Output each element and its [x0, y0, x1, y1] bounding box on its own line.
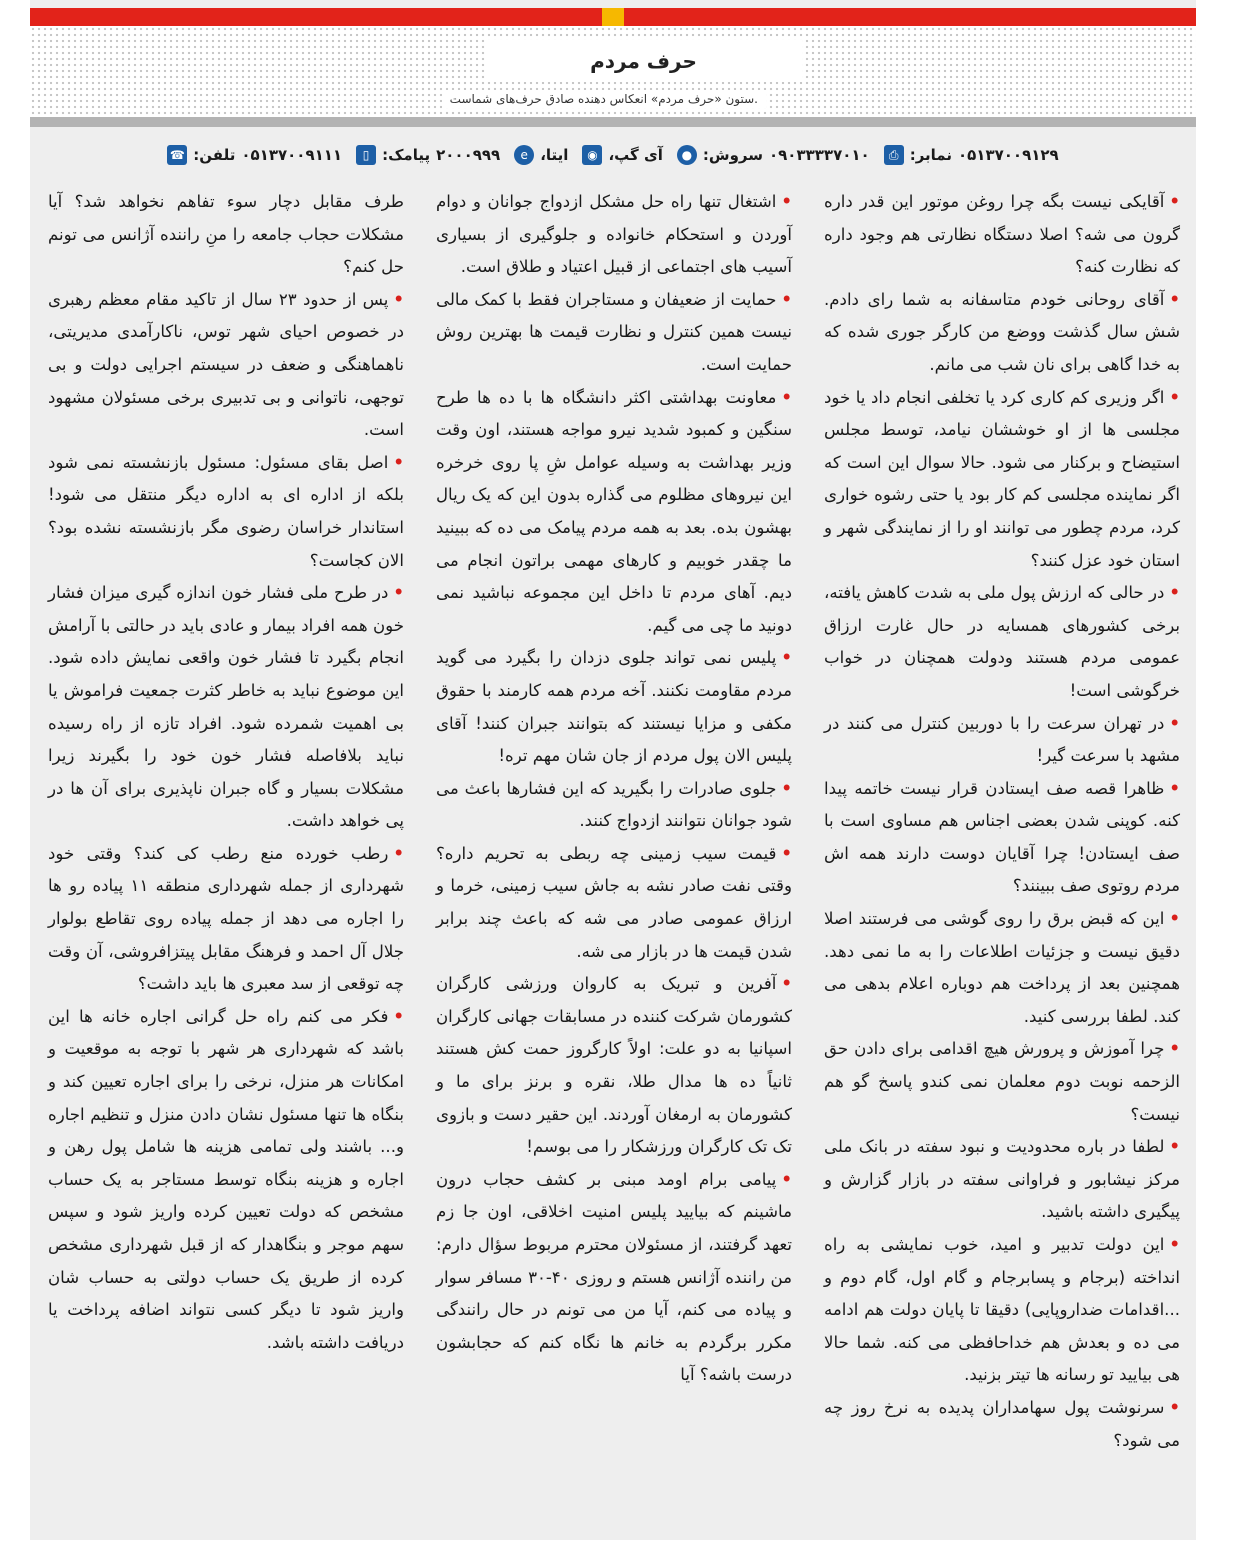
bullet-marker: •: [1169, 289, 1180, 309]
reader-message: [436, 838, 792, 968]
header-divider: [30, 117, 1196, 127]
reader-message-text: در حالی که ارزش پول ملی به شدت کاهش یافته، برخی کشورهای همسایه در حال غارت ارزاق عمومی مردم هستند ودولت همچنان در خواب خرگوشی است!: [824, 583, 1180, 700]
reader-message-text: اشتغال تنها راه حل مشکل ازدواج جوانان و دوام آوردن و استحکام خانواده و جلوگیری از بسیاری آسیب های اجتماعی از قبیل اعتیاد و طلاق است.: [436, 192, 792, 277]
reader-message-text: طرف مقابل دچار سوء تفاهم نخواهد شد؟ آیا مشکلات حجاب جامعه را منِ راننده آژانس می تونم حل کنم؟: [48, 192, 404, 277]
bullet-marker: •: [1169, 387, 1180, 407]
reader-message-text: آفرین و تبریک به کاروان ورزشی کارگران کشورمان شرکت کننده در مسابقات جهانی کارگران اسپانیا به دو علت: اولاً کارگروز حمت کش هستند ثانیاً ده ها مدال طلا، نقره و برنز برای ما و کشورمان به ارمغان آوردند. این حقیر دست و بازوی تک تک کارگران ورزشکار را می بوسم!: [436, 974, 792, 1157]
contact-fax: [884, 145, 1059, 165]
bullet-marker: •: [781, 843, 792, 863]
reader-message: [824, 1033, 1180, 1131]
reader-message-text: سرنوشت پول سهامداران پدیده به نرخ روز چه می شود؟: [824, 1397, 1180, 1450]
contact-bar: [30, 138, 1196, 172]
bullet-marker: •: [393, 1006, 404, 1026]
reader-message-text: پیامی برام اومد مبنی بر کشف حجاب درون ماشینم که بیایید پلیس امنیت اخلاقی، اون جا زم تعهد گرفتند، از مسئولان محترم مربوط سؤال دارم: من راننده آژانس هستم و روزی ۴۰-۳۰ مسافر سوار و پیاده می کنم، آیا من می تونم در حال رانندگی مکرر برگردم به خانم ها نگاه کنم که حجابشون درست باشه؟ آیا: [436, 1169, 792, 1385]
article-columns: [48, 186, 1180, 1526]
reader-message: [824, 773, 1180, 903]
reader-message: [436, 773, 792, 838]
bullet-marker: •: [393, 289, 405, 309]
bullet-marker: •: [1169, 1137, 1180, 1157]
reader-message: [436, 1164, 792, 1392]
column-middle: [436, 186, 792, 1526]
contact-fax-value: ۰۵۱۳۷۰۰۹۱۲۹: [958, 146, 1059, 164]
igap-icon: ◉: [582, 145, 602, 165]
reader-message: [48, 447, 404, 577]
reader-message-text: قیمت سیب زمینی چه ربطی به تحریم داره؟ وقتی نفت صادر نشه به جاش سیب زمینی، خرما و ارزاق عمومی صادر می شه که باعث چند برابر شدن قیمت ها در بازار می شه.: [436, 843, 792, 961]
reader-message: [48, 838, 404, 1001]
reader-message: [824, 577, 1180, 707]
bullet-marker: •: [781, 387, 792, 407]
eitaa-icon: e: [514, 145, 534, 165]
contact-fax-label: نمابر:: [909, 146, 952, 164]
reader-message-text: معاونت بهداشتی اکثر دانشگاه ها با ده ها طرح سنگین و کمبود شدید نیرو مواجه هستند، اون وقت وزیر بهداشت به وسیله عوامل شِ پا روی خرخره این نیروهای مظلوم می گذاره بدون این که یک ریال بهشون بده. بعد به همه مردم پیامک می ده که ببینید ما چقدر خوبیم و کارهای مهمی براتون انجام می دیم. آهای مردم تا داخل این مجموعه نباشید نمی دونید ما چی می گیم.: [436, 387, 792, 635]
reader-message-text: پس از حدود ۲۳ سال از تاکید مقام معظم رهبری در خصوص احیای شهر توس، ناکارآمدی مدیریتی، ناهماهنگی و ضعف در سیستم اجرایی دولت و بی توجهی، ناتوانی و بی تدبیری برخی مسئولان مشهود است.: [48, 289, 404, 440]
contact-phone-label: تلفن:: [193, 146, 236, 164]
reader-message: [824, 1131, 1180, 1229]
bullet-marker: •: [1169, 909, 1180, 929]
reader-message: [824, 708, 1180, 773]
column-left: [48, 186, 404, 1526]
reader-message: [48, 186, 404, 284]
reader-message: [436, 382, 792, 643]
column-header: [30, 26, 1196, 118]
bullet-marker: •: [1169, 1397, 1180, 1417]
reader-message: [48, 1001, 404, 1360]
page-subtitle: ستون «حرف مردم» انعکاس دهنده صادق حرف‌های شماست.: [442, 90, 766, 108]
reader-message: [48, 284, 404, 447]
reader-message-text: در تهران سرعت را با دوربین کنترل می کنند در مشهد با سرعت گیر!: [824, 713, 1180, 766]
reader-message: [436, 284, 792, 382]
bullet-marker: •: [781, 192, 792, 211]
page-title: حرف مردم: [485, 40, 802, 82]
bullet-marker: •: [781, 974, 792, 994]
mobile-icon: ▯: [356, 145, 376, 165]
bullet-marker: •: [393, 452, 404, 472]
bullet-marker: •: [1169, 1039, 1180, 1059]
reader-message-text: آقای روحانی خودم متاسفانه به شما رای دادم. شش سال گذشت ووضع من کارگر جوری شده که به خدا گاهی برای نان شب می مانم.: [824, 289, 1180, 374]
contact-soroush: [677, 145, 870, 165]
bullet-marker: •: [1169, 192, 1180, 211]
reader-message: [436, 642, 792, 772]
reader-message-text: اگر وزیری کم کاری کرد یا تخلفی انجام داد یا خود مجلسی ها از او خوششان نیامد، توسط مجلس استیضاح و برکنار می شود. حالا سوال این است که اگر نماینده مجلسی کم کار بود یا حتی رشوه خواری کرد، مردم چطور می توانند او را از نمایندگی شهر و استان خود عزل کنند؟: [824, 387, 1180, 570]
reader-message: [436, 968, 792, 1164]
contact-igap-label: آی گپ،: [608, 146, 663, 164]
reader-message-text: لطفا در باره محدودیت و نبود سفته در بانک ملی مرکز نیشابور و فراوانی سفته در بازار گزارش و پیگیری داشته باشید.: [824, 1137, 1180, 1222]
reader-message-text: حمایت از ضعیفان و مستاجران فقط با کمک مالی نیست همین کنترل و نظارت قیمت ها بهترین روش حمایت است.: [436, 289, 792, 374]
bullet-marker: •: [1169, 583, 1180, 603]
bullet-marker: •: [781, 1169, 792, 1189]
bullet-marker: •: [393, 583, 404, 603]
reader-message-text: چرا آموزش و پرورش هیچ اقدامی برای دادن حق الزحمه نوبت دوم معلمان نمی کندو پاسخ گو هم نیست؟: [824, 1039, 1180, 1124]
reader-message: [824, 186, 1180, 284]
contact-sms-value: ۲۰۰۰۹۹۹: [436, 146, 501, 164]
reader-message-text: ظاهرا قصه صف ایستادن قرار نیست خاتمه پیدا کنه. کوپنی شدن بعضی اجناس هم مساوی است با صف ایستادن! چرا آقایان دوست دارند همه اش مردم روتوی صف ببینند؟: [824, 778, 1180, 896]
contact-igap: [582, 145, 662, 165]
reader-message-text: در طرح ملی فشار خون اندازه گیری میزان فشار خون همه افراد بیمار و عادی باید در حالتی با آرامش انجام بگیرد تا فشار خون واقعی نمایش داده شود. این موضوع نباید به خاطر کثرت جمعیت فراموش یا بی اهمیت شمرده شود. افراد تازه از راه رسیده نباید بلافاصله فشار خون خود را بگیرند زیرا مشکلات بسیار و گاه جبران ناپذیری برای آن ها در پی خواهد داشت.: [48, 583, 404, 831]
contact-sms-label: پیامک:: [382, 146, 431, 164]
reader-message: [824, 382, 1180, 578]
contact-eitaa-label: ایتا،: [540, 146, 569, 164]
bullet-marker: •: [781, 778, 792, 798]
bullet-marker: •: [1169, 1235, 1180, 1254]
reader-message: [824, 284, 1180, 382]
reader-message-text: این که قبض برق را روی گوشی می فرستند اصلا دقیق نیست و جزئیات اطلاعات را به ما نمی دهد. همچنین بعد از پرداخت هم دوباره اعلام بدهی می کند. لطفا بررسی کنید.: [824, 909, 1180, 1026]
bullet-marker: •: [1169, 713, 1180, 733]
fax-icon: ⎙: [884, 145, 904, 165]
contact-sms: [356, 145, 500, 165]
reader-message-text: اصل بقای مسئول: مسئول بازنشسته نمی شود بلکه از اداره ای به اداره دیگر منتقل می شود! استاندار خراسان رضوی مگر بازنشسته نشده بود؟ الان کجاست؟: [48, 452, 404, 570]
bullet-marker: •: [393, 843, 404, 863]
reader-message-text: رطب خورده منع رطب کی کند؟ وقتی خود شهرداری از جمله شهرداری منطقه ۱۱ پیاده رو ها را اجاره می دهد از جمله پیاده روی تقاطع بولوار جلال آل احمد و فرهنگ مقابل پیتزافروشی، آن وقت چه توقعی از سد معبری ها باید داشت؟: [48, 843, 404, 994]
contact-soroush-label: سروش:: [702, 146, 763, 164]
soroush-icon: ●: [677, 145, 697, 165]
reader-message: [824, 1392, 1180, 1457]
contact-soroush-value: ۰۹۰۳۳۳۳۷۰۱۰: [768, 146, 870, 164]
bullet-marker: •: [781, 289, 792, 309]
phone-icon: ☎: [167, 145, 187, 165]
contact-phone-value: ۰۵۱۳۷۰۰۹۱۱۱: [241, 146, 343, 164]
reader-message-text: پلیس نمی تواند جلوی دزدان را بگیرد می گوید مردم مقاومت نکنند. آخه مردم همه کارمند با حقوق مکفی و مزایا نیستند که بتوانند جبران کنند! آقای پلیس الان پول مردم از جان شان مهم تره!: [436, 648, 792, 766]
contact-eitaa: [514, 145, 568, 165]
reader-message-text: فکر می کنم راه حل گرانی اجاره خانه ها این باشد که شهرداری هر شهر با توجه به موقعیت و امکانات هر منزل، نرخی را برای اجاره تعیین کند و بنگاه ها تنها مسئول نشان دادن منزل و تنظیم اجاره و... باشند ولی تمامی هزینه ها شامل پول رهن و اجاره و هزینه بنگاه توسط مستاجر به یک حساب مشخص که دولت تعیین کرده واریز شود و سپس سهم موجر و بنگاهدار که از قبل شهرداری مشخص کرده از طریق یک حساب دولتی به حساب شان واریز شود تا دیگر کسی نتواند اضافه پرداخت یا دریافت داشته باشد.: [48, 1006, 404, 1352]
reader-message-text: آقایکی نیست بگه چرا روغن موتور این قدر داره گرون می شه؟ اصلا دستگاه نظارتی هم وجود داره که نظارت کنه؟: [824, 192, 1180, 277]
reader-message-text: این دولت تدبیر و امید، خوب نمایشی به راه انداخته (برجام و پسابرجام و گام اول، گام دوم و ...اقدامات ضداروپایی) دقیقا تا پایان دولت هم ادامه می ده و بعدش هم خداحافظی می کنه. شما حالا هی بیایید تو رسانه ها تیتر بزنید.: [824, 1235, 1180, 1385]
reader-message: [824, 1229, 1180, 1392]
reader-message: [48, 577, 404, 838]
reader-message: [436, 186, 792, 284]
reader-message: [824, 903, 1180, 1033]
bullet-marker: •: [781, 648, 792, 668]
bullet-marker: •: [1169, 778, 1180, 798]
contact-phone: [167, 145, 342, 165]
column-right: [824, 186, 1180, 1526]
reader-message-text: جلوی صادرات را بگیرید که این فشارها باعث می شود جوانان نتوانند ازدواج کنند.: [436, 778, 792, 831]
